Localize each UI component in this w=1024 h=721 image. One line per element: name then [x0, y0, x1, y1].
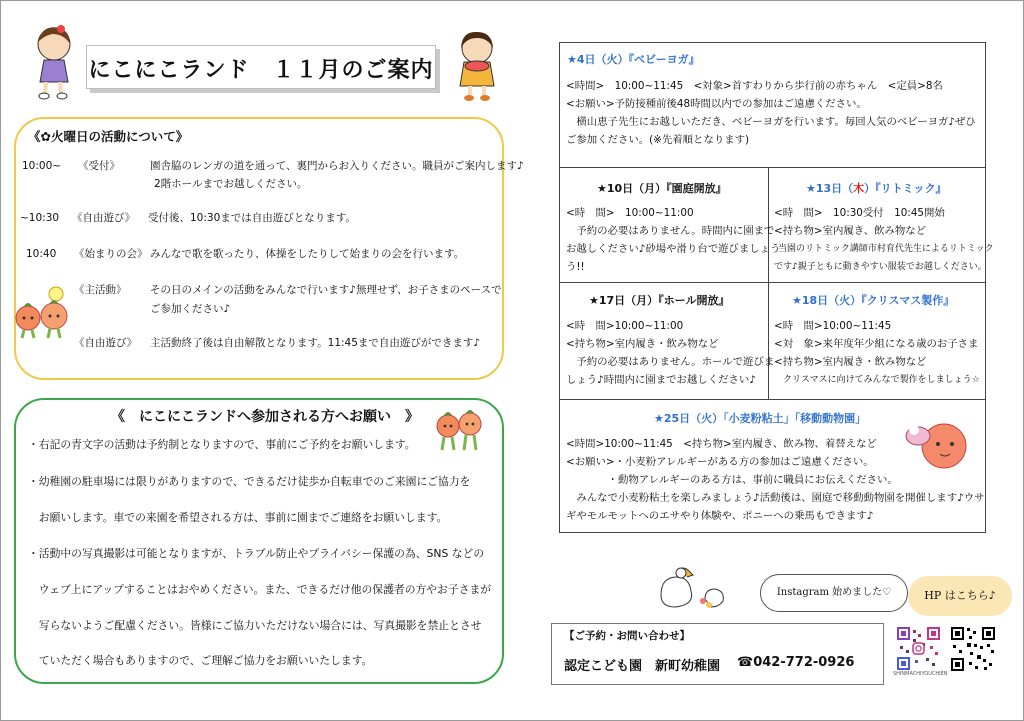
- event-title-part: ）『リトミック』: [864, 182, 947, 195]
- request-line: ていただく場合もありますので、ご理解ご協力をお願いいたします。: [28, 654, 373, 667]
- contact-label: 【ご予約・お問い合わせ】: [564, 630, 690, 642]
- activity-name: 《始まりの会》: [74, 248, 148, 260]
- instagram-qr-code[interactable]: [896, 626, 941, 671]
- event-line: お越しください♪砂場や滑り台で遊びましょう: [566, 243, 781, 255]
- instagram-handle: SHINMACHIYOUCHIEN: [893, 671, 948, 677]
- activity-desc: 受付後、10:30までは自由遊びとなります。: [148, 212, 356, 224]
- apple-character-clay-illustration: [902, 412, 974, 472]
- activity-name: 《自由遊び》: [74, 337, 138, 349]
- event-line: みんなで小麦粉粘土を楽しみましょう♪活動後は、園庭で移動動物園を開催します♪ウサ: [566, 492, 985, 504]
- contact-phone: ☎042-772-0926: [737, 655, 855, 670]
- page-title: にこにこランド １１月のご案内: [88, 58, 434, 83]
- request-line: お願いします。車での来園を希望される方は、事前に園までご連絡をお願いします。: [28, 511, 448, 524]
- event-line: <対 象>来年度年少組になる歳のお子さま: [774, 338, 979, 350]
- activity-row-free-play: [20, 209, 500, 229]
- apple-characters-illustration-2: [430, 410, 490, 456]
- request-line: ・幼稚園の駐車場には限りがありますので、できるだけ徒歩か自転車でのご来園にご協力を: [28, 475, 471, 488]
- request-line: ・活動中の写真撮影は可能となりますが、トラブル防止やプライバシー保護の為、SNS などの: [28, 547, 485, 560]
- event-line: ご参加ください。(※先着順となります): [566, 134, 750, 146]
- event-line: 横山恵子先生にお越しいただき、ベビーヨガを行います。毎回人気のベビーヨガ♪ぜひ: [566, 116, 976, 128]
- request-line: ・右記の青文字の活動は予約制となりますので、事前にご予約をお願いします。: [28, 438, 416, 451]
- event-line: <時間>10:00~11:45 <持ち物>室内履き、飲み物、着替えなど: [566, 438, 877, 450]
- event-line: ・動物アレルギーのある方は、事前に職員にお伝えください。: [566, 474, 898, 486]
- event-line: ギやモルモットへのエサやり体験や、ポニーへの乗馬もできます♪: [566, 510, 874, 522]
- event-line: です♪親子ともに動きやすい服装でお越しください。: [774, 262, 987, 272]
- request-line: 写らないようご配慮ください。皆様にご協力いただけない場合には、写真撮影を禁止とさせ: [28, 619, 482, 632]
- event-line: <時 間>10:00~11:45: [774, 320, 892, 332]
- schedule-divider: [559, 399, 986, 400]
- contact-school-name: 認定こども園 新町幼稚園: [564, 659, 721, 674]
- event-line: 予約の必要はありません。ホールで遊びま: [566, 356, 775, 368]
- event-title-christmas-craft: ★18日（火）『クリスマス製作』: [792, 294, 955, 307]
- activity-desc: 主活動終了後は自由解散となります。11:45まで自由遊びができます♪: [150, 337, 481, 349]
- activity-desc: みんなで歌を歌ったり、体操をしたりして始まりの会を行います。: [150, 248, 465, 260]
- duck-illustration: [655, 565, 735, 611]
- request-heading: 《 にこにこランドへ参加される方へお願い 》: [111, 409, 419, 425]
- event-line: <時 間>10:00~11:00: [566, 320, 684, 332]
- event-line: しょう♪時間内に園までお越しください♪: [566, 374, 756, 386]
- event-line: <お願い>予防接種前後48時間以内での参加はご遠慮ください。: [566, 98, 867, 110]
- event-title-hall-open: ★17日（月）『ホール開放』: [589, 294, 730, 307]
- girl-illustration-right: [452, 28, 502, 104]
- activity-desc-2: ご参加ください♪: [150, 303, 231, 315]
- event-line: う!!: [566, 261, 585, 273]
- girl-illustration-left: [30, 20, 78, 102]
- event-title-weekday: 木: [853, 182, 865, 195]
- activity-desc: 園舎脇のレンガの道を通って、裏門からお入りください。職員がご案内します♪: [150, 160, 524, 172]
- activity-name: 《主活動》: [74, 284, 127, 296]
- activity-name: 《受付》: [78, 160, 120, 172]
- instagram-bubble: Instagram 始めました♡: [760, 574, 908, 612]
- event-line: <持ち物>室内履き・飲み物など: [566, 338, 719, 350]
- apple-characters-illustration: [10, 282, 76, 342]
- event-title-baby-yoga: ★4日（火）『ベビーヨガ』: [567, 53, 700, 66]
- activity-row-main: [74, 281, 500, 321]
- tuesday-heading: 《✿火曜日の活動について》: [28, 129, 189, 144]
- event-line: <時間> 10:00~11:45 <対象>首すわりから歩行前の赤ちゃん <定員>8名: [566, 80, 943, 92]
- homepage-qr-code[interactable]: [950, 626, 996, 672]
- event-line: 予約の必要はありません。時間内に園まで: [566, 225, 775, 237]
- event-line: <時 間> 10:30受付 10:45開始: [774, 207, 945, 219]
- event-line: 当園のリトミック講師市村育代先生によるリトミック: [778, 244, 994, 254]
- activity-row-free-play-2: [74, 334, 500, 354]
- event-line: <時 間> 10:00~11:00: [566, 207, 694, 219]
- activity-desc-2: 2階ホールまでお越しください。: [154, 178, 308, 190]
- schedule-divider: [559, 282, 986, 283]
- activity-time: 10:00~: [22, 160, 62, 172]
- request-line: ウェブ上にアップすることはおやめください。また、できるだけ他の保護者の方やお子さまが: [28, 583, 492, 596]
- event-title-part: ★13日（: [806, 182, 854, 195]
- event-line: <お願い>・小麦粉アレルギーがある方の参加はご遠慮ください。: [566, 456, 874, 468]
- activity-name: 《自由遊び》: [72, 212, 136, 224]
- event-line: <持ち物>室内履き・飲み物など: [774, 356, 927, 368]
- event-title-garden-open: ★10日（月）『園庭開放』: [597, 182, 727, 195]
- title-box: [86, 45, 436, 89]
- activity-row-reception: [22, 157, 524, 197]
- activity-time: 10:40: [26, 248, 57, 260]
- event-line: クリスマスに向けてみんなで製作をしましょう☆: [774, 375, 980, 385]
- event-title-rhythmic: [806, 180, 946, 196]
- activity-row-opening: [26, 245, 496, 265]
- event-title-clay-and-zoo: ★25日（火）「小麦粉粘土」「移動動物園」: [654, 412, 867, 425]
- schedule-divider: [559, 167, 986, 168]
- hp-bubble: HP はこちら♪: [908, 576, 1012, 616]
- activity-desc: その日のメインの活動をみんなで行います♪無理せず、お子さまのペースで: [150, 284, 502, 296]
- event-line: <持ち物>室内履き、飲み物など: [774, 225, 927, 237]
- activity-time: ~10:30: [20, 212, 60, 224]
